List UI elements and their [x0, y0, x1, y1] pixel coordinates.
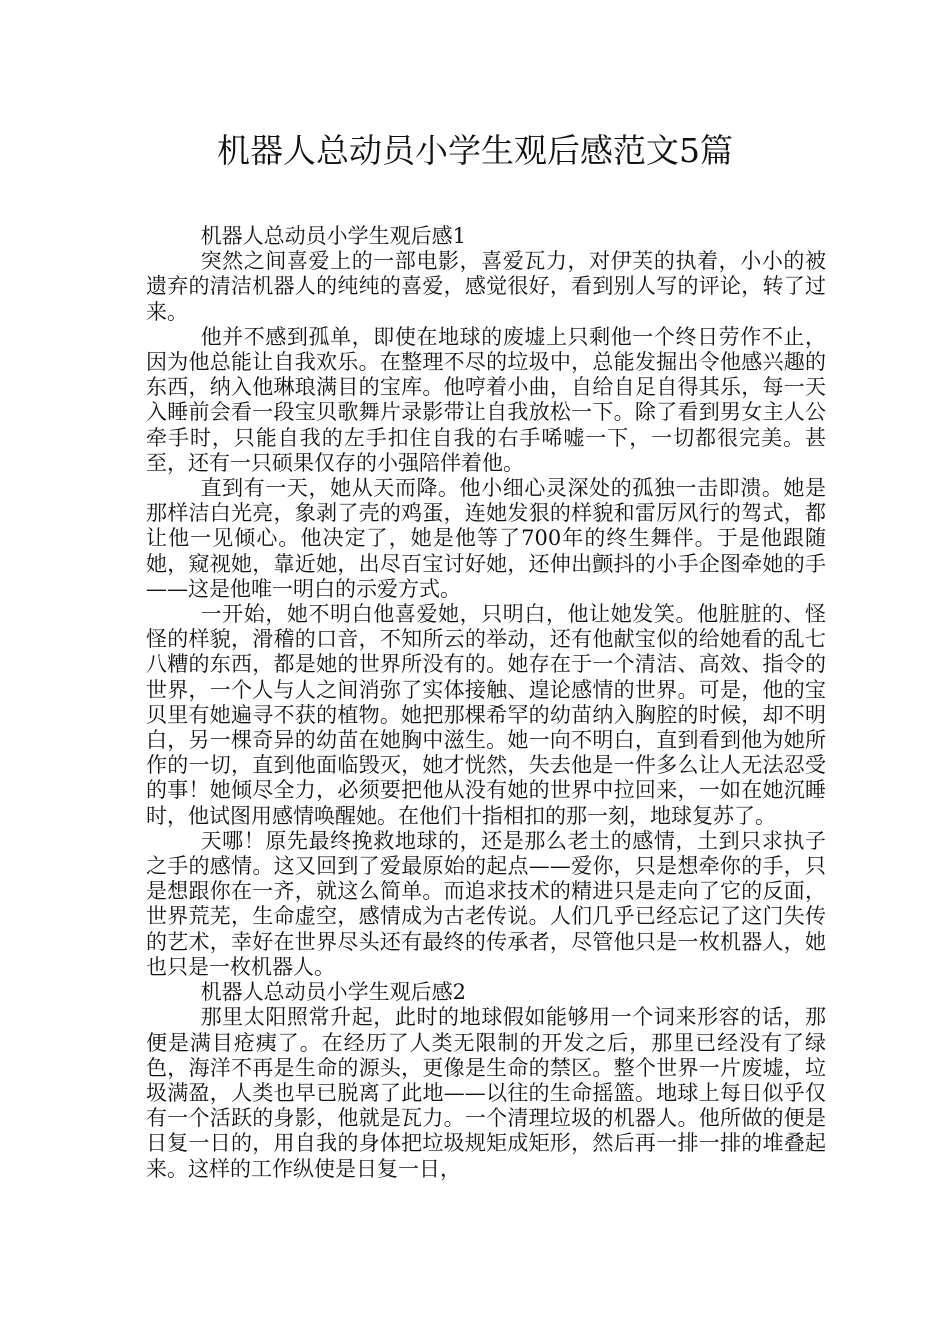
paragraph: 天哪！原先最终挽救地球的，还是那么老土的感情，土到只求执子之手的感情。这又回到了爱最原始的起点——爱你，只是想牵你的手，只是想跟你在一齐，就这么简单。而追求技术的精进只是走向了它的反面，世界荒芜，生命虚空，感情成为古老传说。人们几乎已经忘记了这门失传的艺术，幸好在世界尽头还有最终的传承者，尽管他只是一枚机器人，她也只是一枚机器人。 — [146, 828, 826, 979]
paragraph: 他并不感到孤单，即使在地球的废墟上只剩他一个终日劳作不止，因为他总能让自我欢乐。在整理不尽的垃圾中，总能发掘出令他感兴趣的东西，纳入他琳琅满目的宝库。他哼着小曲，自给自足自得其乐，每一天入睡前会看一段宝贝歌舞片录影带让自我放松一下。除了看到男女主人公牵手时，只能自我的左手扣住自我的右手唏嘘一下，一切都很完美。甚至，还有一只硕果仅存的小强陪伴着他。 — [146, 324, 826, 475]
paragraph: 直到有一天，她从天而降。他小细心灵深处的孤独一击即溃。她是那样洁白光亮，象剥了壳的鸡蛋，连她发狠的样貌和雷厉风行的驾式，都让他一见倾心。他决定了，她是他等了700年的终生舞伴。于是他跟随她，窥视她，靠近她，出尽百宝讨好她，还伸出颤抖的小手企图牵她的手——这是他唯一明白的示爱方式。 — [146, 476, 826, 601]
document-body — [146, 224, 826, 1182]
section-heading: 机器人总动员小学生观后感1 — [200, 224, 466, 248]
page-title: 机器人总动员小学生观后感范文5篇 — [217, 131, 733, 170]
paragraph: 一开始，她不明白他喜爱她，只明白，他让她发笑。他脏脏的、怪怪的样貌，滑稽的口音，不知所云的举动，还有他献宝似的给她看的乱七八糟的东西，都是她的世界所没有的。她存在于一个清洁、高效、指令的世界，一个人与人之间消弥了实体接触、遑论感情的世界。可是，他的宝贝里有她遍寻不获的植物。她把那棵希罕的幼苗纳入胸腔的时候，却不明白，另一棵奇异的幼苗在她胸中滋生。她一向不明白，直到看到他为她所作的一切，直到他面临毁灭，她才恍然，失去他是一件多么让人无法忍受的事！她倾尽全力，必须要把他从没有她的世界中拉回来，一如在她沉睡时，他试图用感情唤醒她。在他们十指相扣的那一刻，地球复苏了。 — [146, 602, 826, 828]
paragraph: 那里太阳照常升起，此时的地球假如能够用一个词来形容的话，那便是满目疮痍了。在经历了人类无限制的开发之后，那里已经没有了绿色，海洋不再是生命的源头，更像是生命的禁区。整个世界一片废墟，垃圾满盈，人类也早已脱离了此地——以往的生命摇篮。地球上每日似乎仅有一个活跃的身影，他就是瓦力。一个清理垃圾的机器人。他所做的便是日复一日的，用自我的身体把垃圾规矩成矩形，然后再一排一排的堆叠起来。这样的工作纵使是日复一日， — [146, 1005, 826, 1181]
section-heading: 机器人总动员小学生观后感2 — [200, 980, 466, 1005]
paragraph: 突然之间喜爱上的一部电影，喜爱瓦力，对伊芙的执着，小小的被遗弃的清洁机器人的纯纯的喜爱，感觉很好，看到别人写的评论，转了过来。 — [146, 249, 826, 324]
